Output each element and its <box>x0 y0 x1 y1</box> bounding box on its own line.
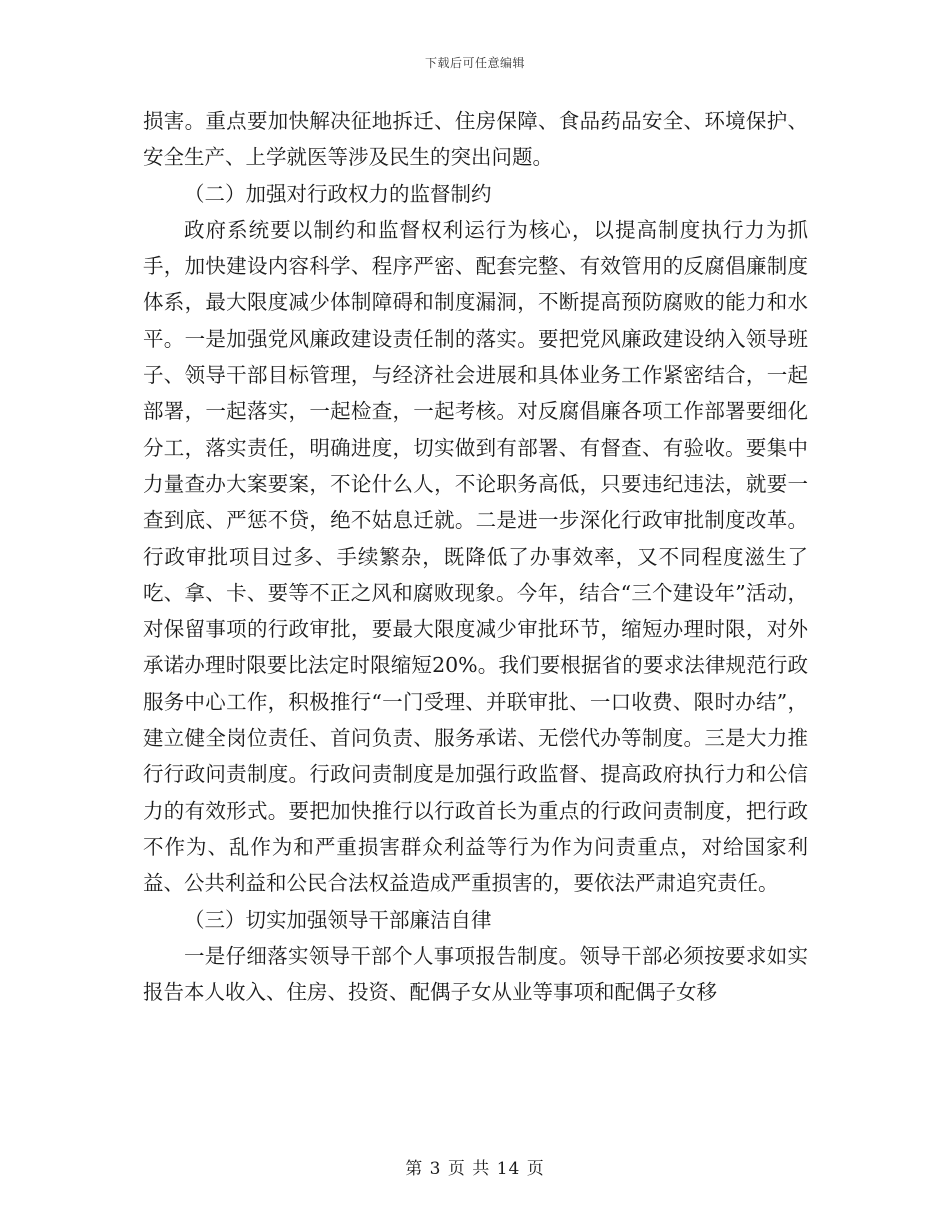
paragraph-section-3: 一是仔细落实领导干部个人事项报告制度。领导干部必须按要求如实报告本人收入、住房、投资、配偶子女从业等事项和配偶子女移 <box>143 943 808 1005</box>
section-heading-3: （三）切实加强领导干部廉洁自律 <box>184 907 492 932</box>
paragraph-continuation: 损害。重点要加快解决征地拆迁、住房保障、食品药品安全、环境保护、安全生产、上学就医等涉及民生的突出问题。 <box>143 109 808 170</box>
page-header: 下载后可任意编辑 <box>424 56 525 70</box>
document-body <box>143 103 808 1010</box>
paragraph-section-2: 政府系统要以制约和监督权利运行为核心，以提高制度执行力为抓手，加快建设内容科学、程序严密、配套完整、有效管用的反腐倡廉制度体系，最大限度减少体制障碍和制度漏洞，不断提高预防腐败的能力和水平。一是加强党风廉政建设责任制的落实。要把党风廉政建设纳入领导班子、领导干部目标管理，与经济社会进展和具体业务工作紧密结合，一起部署，一起落实，一起检查，一起考核。对反腐倡廉各项工作部署要细化分工，落实责任，明确进度，切实做到有部署、有督查、有验收。要集中力量查办大案要案，不论什么人，不论职务高低，只要违纪违法，就要一查到底、严惩不贷，绝不姑息迁就。二是进一步深化行政审批制度改革。行政审批项目过多、手续繁杂，既降低了办事效率，又不同程度滋生了吃、拿、卡、要等不正之风和腐败现象。今年，结合“三个建设年”活动，对保留事项的行政审批，要最大限度减少审批环节，缩短办理时限，对外承诺办理时限要比法定时限缩短20%。我们要根据省的要求法律规范行政服务中心工作，积极推行“一门受理、并联审批、一口收费、限时办结”，建立健全岗位责任、首问负责、服务承诺、无偿代办等制度。三是大力推行行政问责制度。行政问责制度是加强行政监督、提高政府执行力和公信力的有效形式。要把加快推行以行政首长为重点的行政问责制度，把行政不作为、乱作为和严重损害群众利益等行为作为问责重点，对给国家利益、公共利益和公民合法权益造成严重损害的，要依法严肃追究责任。 <box>143 217 808 896</box>
section-heading-2: （二）加强对行政权力的监督制约 <box>184 181 492 206</box>
page-number-footer: 第 3 页 共 14 页 <box>405 1159 545 1179</box>
